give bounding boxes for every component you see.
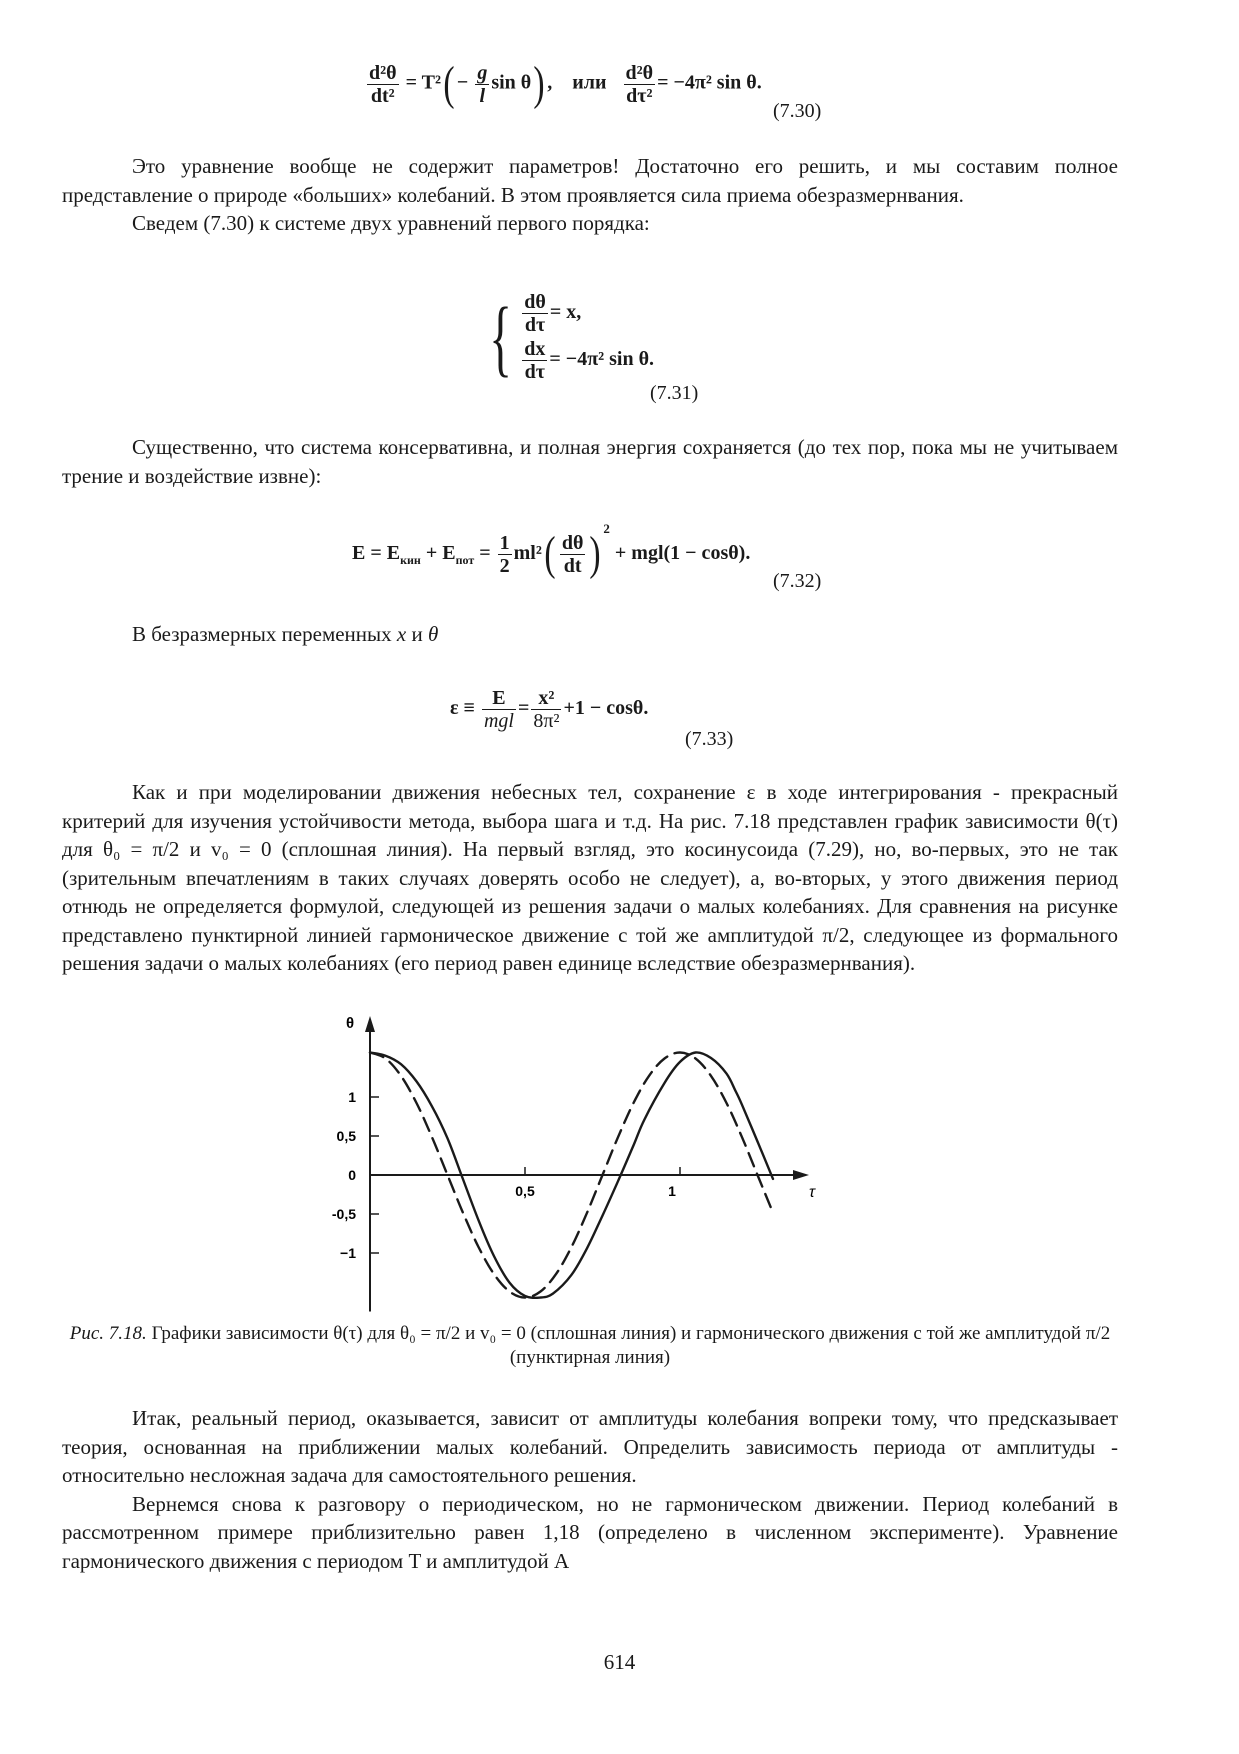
equation-text: = −4π² sin θ. [549, 348, 655, 371]
equation-text: + E [420, 542, 456, 564]
numerator: g [477, 61, 488, 84]
subscript: пот [455, 553, 475, 567]
fraction [624, 63, 656, 106]
caption-text: Графики зависимости θ(τ) для θ₀ = π/2 и v₀ = 0 (сплошная линия) и гармонического движения с той же амплитудой π/2 (пунктирная линия) [146, 1323, 1111, 1368]
fraction [367, 63, 399, 106]
paragraph [62, 1404, 1118, 1575]
fraction [482, 688, 516, 731]
paren-open: ( [443, 57, 455, 110]
fraction [498, 533, 512, 576]
equation-text: sin θ [491, 71, 532, 94]
paragraph [62, 778, 1118, 978]
figure-caption [62, 1322, 1118, 1370]
y-tick-label: −1 [340, 1245, 356, 1261]
y-axis-label: θ [346, 1015, 355, 1032]
paren-close: ) [533, 57, 545, 110]
paren-open: ( [544, 527, 556, 581]
denominator: 2 [499, 554, 510, 577]
equation-7-31 [480, 289, 655, 385]
subscript: кин [400, 553, 421, 567]
equation-number: (7.31) [650, 382, 699, 404]
paragraph-text: Существенно, что система консервативна, и полная энергия сохраняется (до тех пор, пока мы не учитываем трение и воздействие извне): [62, 435, 1118, 488]
fraction [560, 533, 586, 576]
denominator: mgl [483, 710, 514, 732]
y-tick-label: 0 [348, 1167, 356, 1183]
equation-or: или [572, 71, 607, 94]
denominator: 8π² [533, 710, 560, 732]
y-tick-label: 1 [348, 1089, 356, 1105]
equation-text: E = E [352, 542, 401, 564]
denominator: dτ [524, 361, 546, 383]
denominator: dτ² [626, 84, 653, 107]
equation-text: = x, [549, 301, 582, 324]
equation-text: ml² [513, 542, 542, 564]
equation-text: +1 − cosθ. [563, 697, 649, 720]
paragraph-text: Сведем (7.30) к системе двух уравнений первого порядка: [132, 211, 650, 235]
equation-7-30: $\frac{\text{d²θ}}{\text{dt²}}$ = T²( − $\frac{g}{l}$ sin θ) , или $\frac{\text{d²θ}}{\text{dτ²}}$ = −4π² sin θ. [369, 57, 762, 110]
paragraph [62, 433, 1118, 490]
chart-axes [332, 1015, 816, 1312]
paragraph-text: Итак, реальный период, оказывается, зависит от амплитуды колебания вопреки тому, что предсказывает теория, основанная на приближении малых колебаний. Определить зависимость периода от амплитуды - относительно несложная задача для самостоятельного решения. [62, 1406, 1118, 1487]
equation-text: ε ≡ [450, 697, 475, 720]
equation-7-32 [352, 521, 751, 581]
figure-7-18-chart [300, 1010, 860, 1325]
page-number: 614 [603, 1650, 636, 1674]
fraction [522, 292, 548, 335]
numerator: dx [524, 338, 546, 360]
paragraph-text: Как и при моделировании движения небесных тел, сохранение ε в ходе интегрирования - прекрасный критерий для изучения устойчивости метода, выбора шага и т.д. На рис. 7.18 представлен график зависимости θ(τ) для θ₀ = π/2 и v₀ = 0 (сплошная линия). На первый взгляд, это косинусоида (7.29), но, во-первых, это не так (зрительным впечатлениям в таких случаях доверять особо не следует), а, во-вторых, у этого движения период отнюдь не определяется формулой, следующей из решения задачи о малых колебаниях. Для сравнения на рисунке представлено пунктирной линией гармоническое движение с той же амплитудой π/2, следующее из формального решения задачи о малых колебаниях (его период равен единице вследствие обезразмернвания). [62, 780, 1118, 975]
equation-number: (7.33) [685, 728, 734, 750]
minus-sign: − [456, 71, 469, 94]
numerator: x² [531, 688, 561, 710]
equation-text: = −4π² sin θ. [657, 71, 762, 94]
paragraph [62, 620, 1118, 649]
denominator: dt [563, 554, 582, 577]
numerator: 1 [499, 531, 510, 554]
numerator: dθ [561, 531, 584, 554]
x-axis-arrow-icon [793, 1170, 809, 1180]
equation-text: + mgl(1 − cosθ). [614, 542, 751, 564]
paragraph [62, 152, 1118, 238]
y-tick-label: 0,5 [336, 1128, 356, 1144]
fraction [522, 339, 547, 382]
variable: θ [427, 622, 439, 646]
numerator: d²θ [369, 61, 397, 84]
x-tick-label: 1 [668, 1183, 676, 1199]
y-axis-arrow-icon [365, 1016, 375, 1032]
equation-text: = [474, 542, 491, 564]
paragraph-text: и [406, 622, 428, 646]
paragraph-text: В безразмерных переменных [132, 622, 397, 646]
fraction [531, 688, 561, 731]
denominator: dτ [524, 314, 546, 336]
paren-close: ) [589, 527, 601, 581]
caption-label: Рис. 7.18. [69, 1323, 147, 1344]
equation-7-33 [450, 688, 648, 731]
brace-icon: { [489, 289, 512, 385]
x-axis-label: τ [809, 1184, 815, 1201]
equation-number: (7.32) [773, 570, 822, 592]
numerator: d²θ [625, 61, 654, 84]
superscript: 2 [603, 521, 610, 536]
fraction [475, 63, 489, 106]
denominator: l [479, 84, 486, 107]
variable: x [396, 622, 407, 646]
paragraph-text: Это уравнение вообще не содержит параметров! Достаточно его решить, и мы составим полное представление о природе «больших» колебаний. В этом проявляется сила приема обезразмернвания. [62, 154, 1118, 207]
paragraph-text: Вернемся снова к разговору о периодическом, но не гармоническом движении. Период колебаний в рассмотренном примере приблизительно равен 1,18 (определено в численном эксперименте). Уравнение гармонического движения с периодом T и амплитудой A [62, 1491, 1118, 1573]
denominator: dt² [370, 84, 395, 107]
x-tick-label: 0,5 [515, 1183, 535, 1199]
equation-number: (7.30) [773, 100, 822, 122]
y-tick-label: -0,5 [331, 1206, 356, 1222]
equation-text: = T² [405, 71, 441, 94]
numerator: dθ [524, 291, 546, 313]
numerator: E [482, 688, 516, 710]
equation-text: = [517, 697, 530, 720]
